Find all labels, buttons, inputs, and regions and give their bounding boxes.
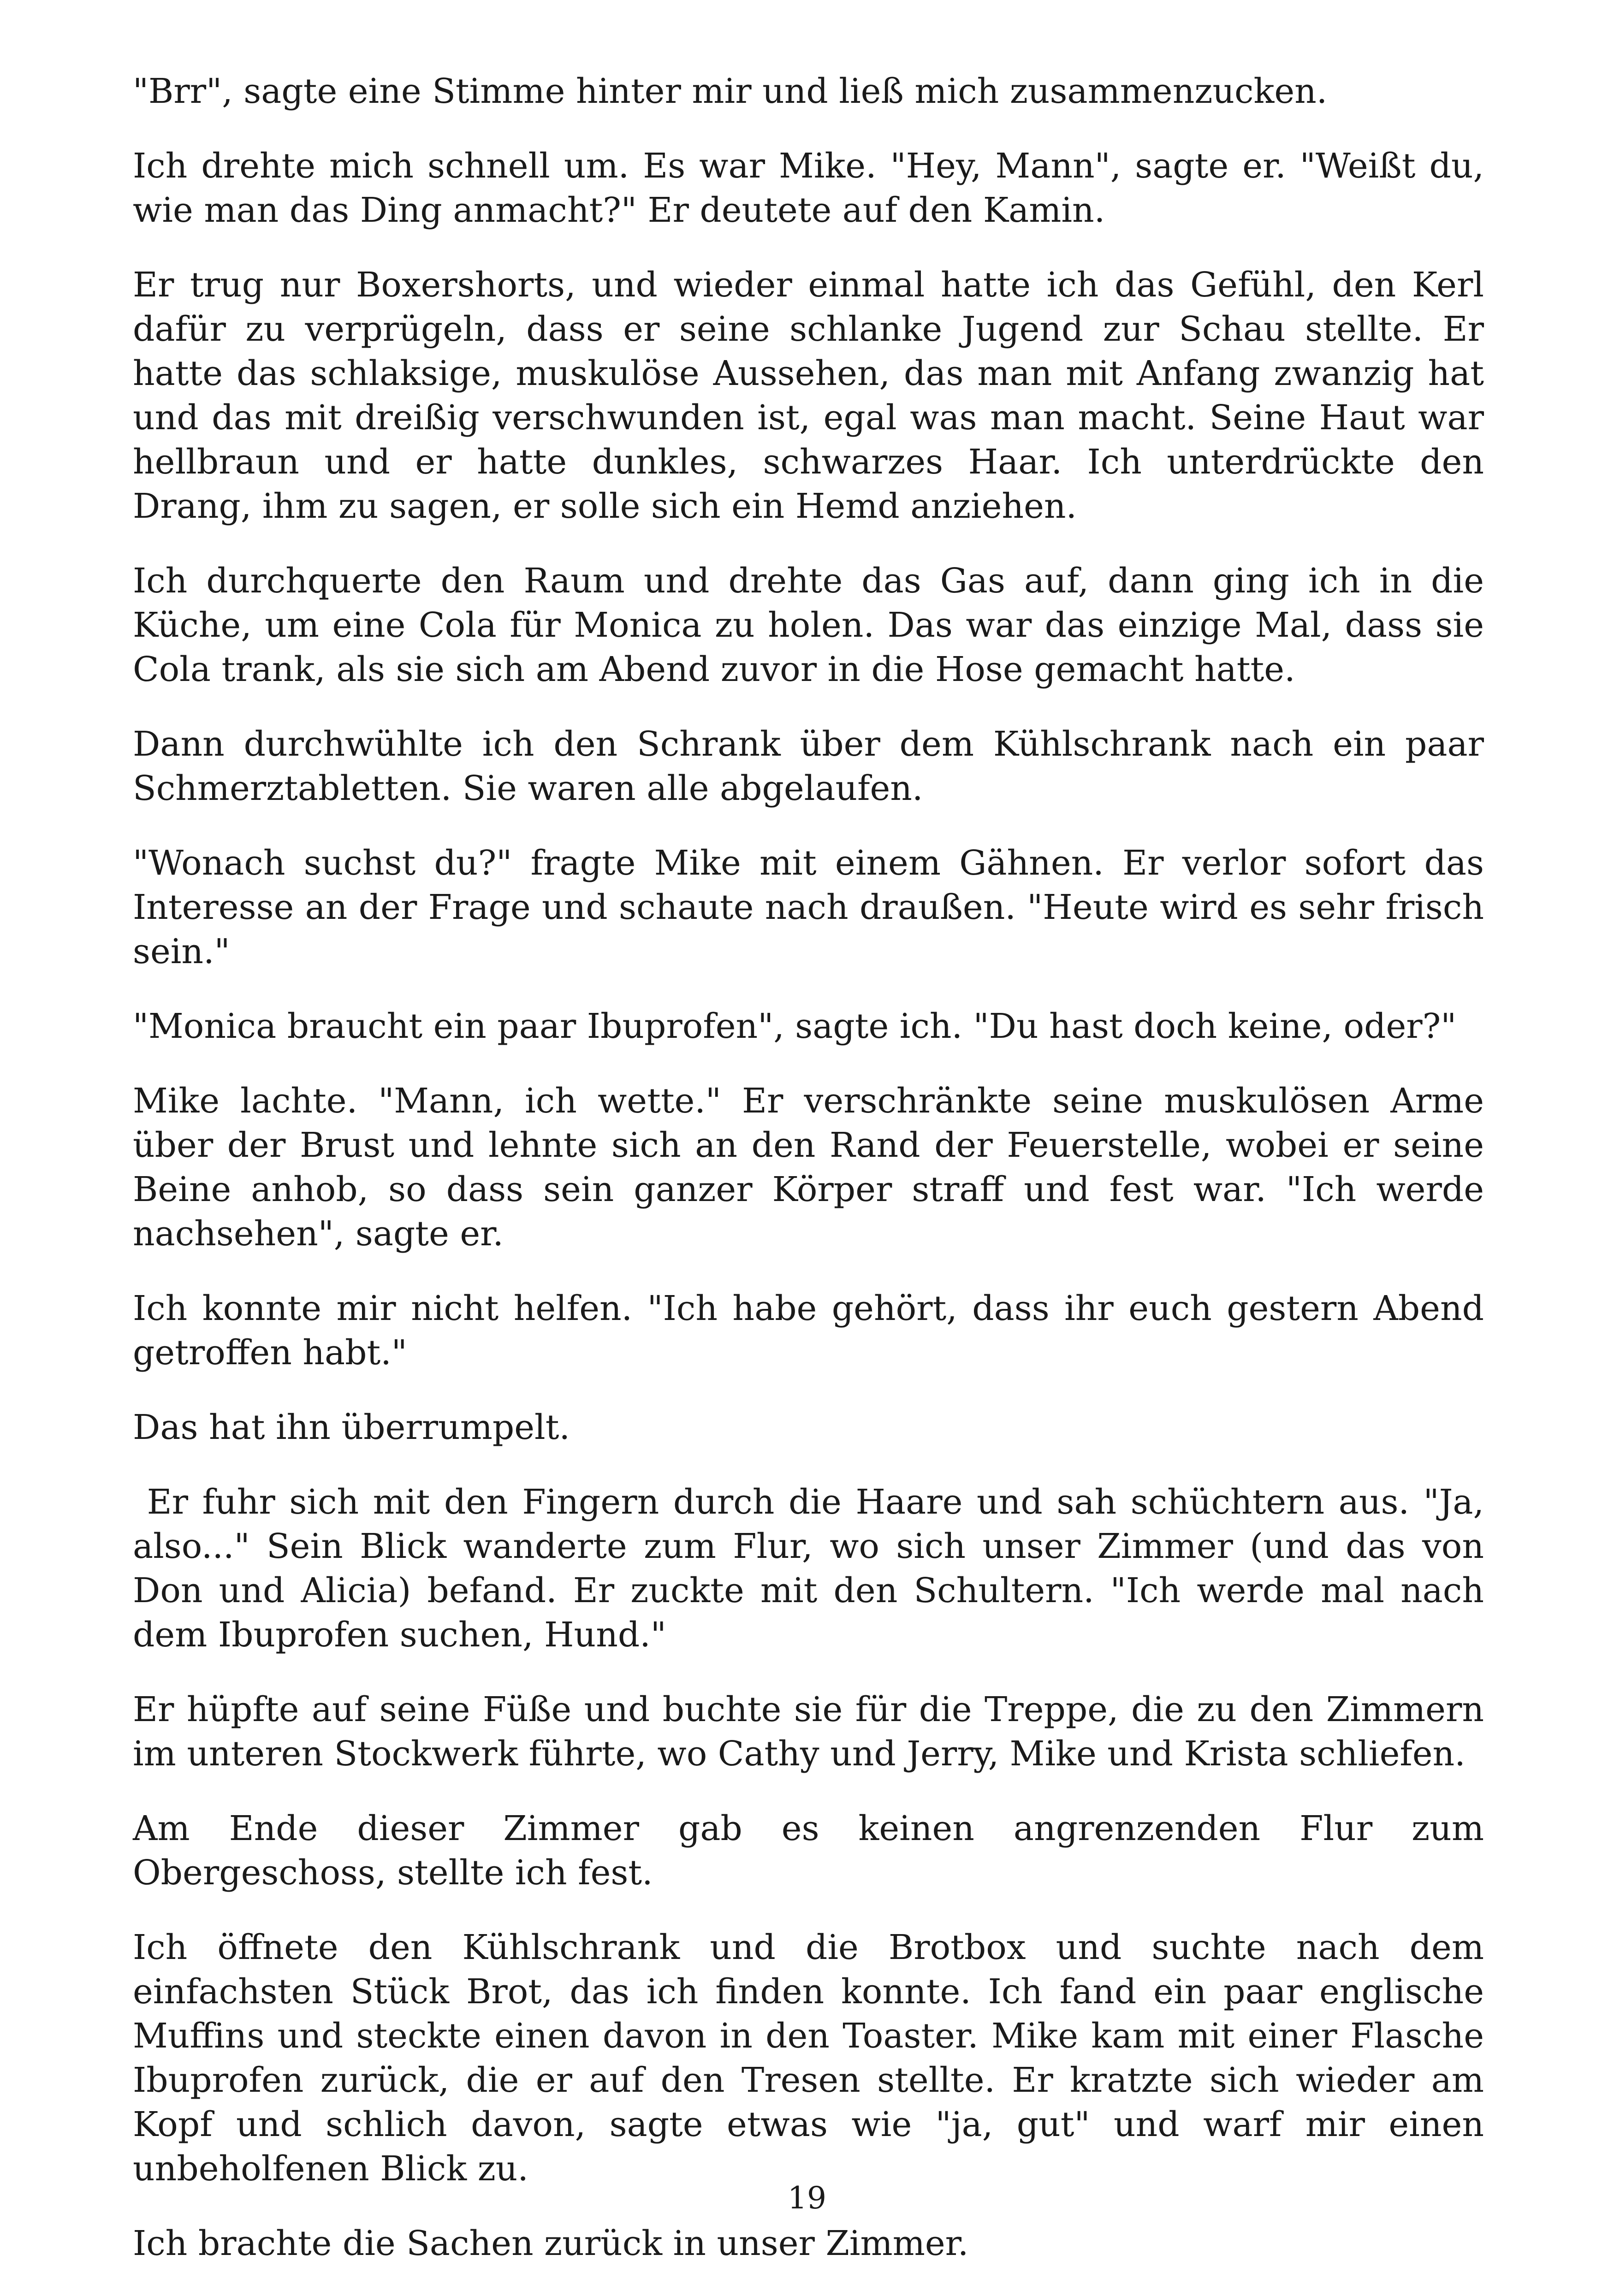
paragraph: Mike lachte. "Mann, ich wette." Er verschränkte seine muskulösen Arme über der Brust und lehnte sich an den Rand der Feuerstelle, wobei er seine Beine anhob, so dass sein ganzer Körper straff und fest war. "Ich werde nachsehen", sagte er. xyxy=(133,1081,1484,1254)
paragraph: "Wonach suchst du?" fragte Mike mit einem Gähnen. Er verlor sofort das Interesse an der Frage und schaute nach draußen. "Heute wird es sehr frisch sein." xyxy=(133,843,1484,971)
page-number: 19 xyxy=(788,2180,826,2216)
page-body xyxy=(133,69,1495,2296)
paragraph: Ich drehte mich schnell um. Es war Mike. "Hey, Mann", sagte er. "Weißt du, wie man das Ding anmacht?" Er deutete auf den Kamin. xyxy=(133,146,1484,230)
paragraph: Er fuhr sich mit den Fingern durch die Haare und sah schüchtern aus. "Ja, also..." Sein Blick wanderte zum Flur, wo sich unser Zimmer (und das von Don und Alicia) befand. Er zuckte mit den Schultern. "Ich werde mal nach dem Ibuprofen suchen, Hund." xyxy=(133,1482,1495,1655)
paragraph: Dann durchwühlte ich den Schrank über dem Kühlschrank nach ein paar Schmerztabletten. Sie waren alle abgelaufen. xyxy=(133,724,1484,808)
paragraph: Er hüpfte auf seine Füße und buchte sie für die Treppe, die zu den Zimmern im unteren Stockwerk führte, wo Cathy und Jerry, Mike und Krista schliefen. xyxy=(133,1690,1484,1774)
paragraph: "Brr", sagte eine Stimme hinter mir und ließ mich zusammenzucken. xyxy=(133,71,1328,111)
paragraph: Das hat ihn überrumpelt. xyxy=(133,1408,570,1447)
paragraph: Am Ende dieser Zimmer gab es keinen angrenzenden Flur zum Obergeschoss, stellte ich fest. xyxy=(133,1809,1484,1893)
paragraph: Ich brachte die Sachen zurück in unser Zimmer. xyxy=(133,2224,969,2263)
paragraph: Ich öffnete den Kühlschrank und die Brotbox und suchte nach dem einfachsten Stück Brot, das ich finden konnte. Ich fand ein paar englische Muffins und steckte einen davon in den Toaster. Mike kam mit einer Flasche Ibuprofen zurück, die er auf den Tresen stellte. Er kratzte sich wieder am Kopf und schlich davon, sagte etwas wie "ja, gut" und warf mir einen unbeholfenen Blick zu. xyxy=(133,1928,1484,2189)
paragraph: Ich durchquerte den Raum und drehte das Gas auf, dann ging ich in die Küche, um eine Cola für Monica zu holen. Das war das einzige Mal, dass sie Cola trank, als sie sich am Abend zuvor in die Hose gemacht hatte. xyxy=(133,561,1484,689)
paragraph: Ich konnte mir nicht helfen. "Ich habe gehört, dass ihr euch gestern Abend getroffen habt." xyxy=(133,1289,1484,1373)
paragraph: "Monica braucht ein paar Ibuprofen", sagte ich. "Du hast doch keine, oder?" xyxy=(133,1006,1457,1046)
paragraph: Er trug nur Boxershorts, und wieder einmal hatte ich das Gefühl, den Kerl dafür zu verprügeln, dass er seine schlanke Jugend zur Schau stellte. Er hatte das schlaksige, muskulöse Aussehen, das man mit Anfang zwanzig hat und das mit dreißig verschwunden ist, egal was man macht. Seine Haut war hellbraun und er hatte dunkles, schwarzes Haar. Ich unterdrückte den Drang, ihm zu sagen, er solle sich ein Hemd anziehen. xyxy=(133,265,1484,526)
